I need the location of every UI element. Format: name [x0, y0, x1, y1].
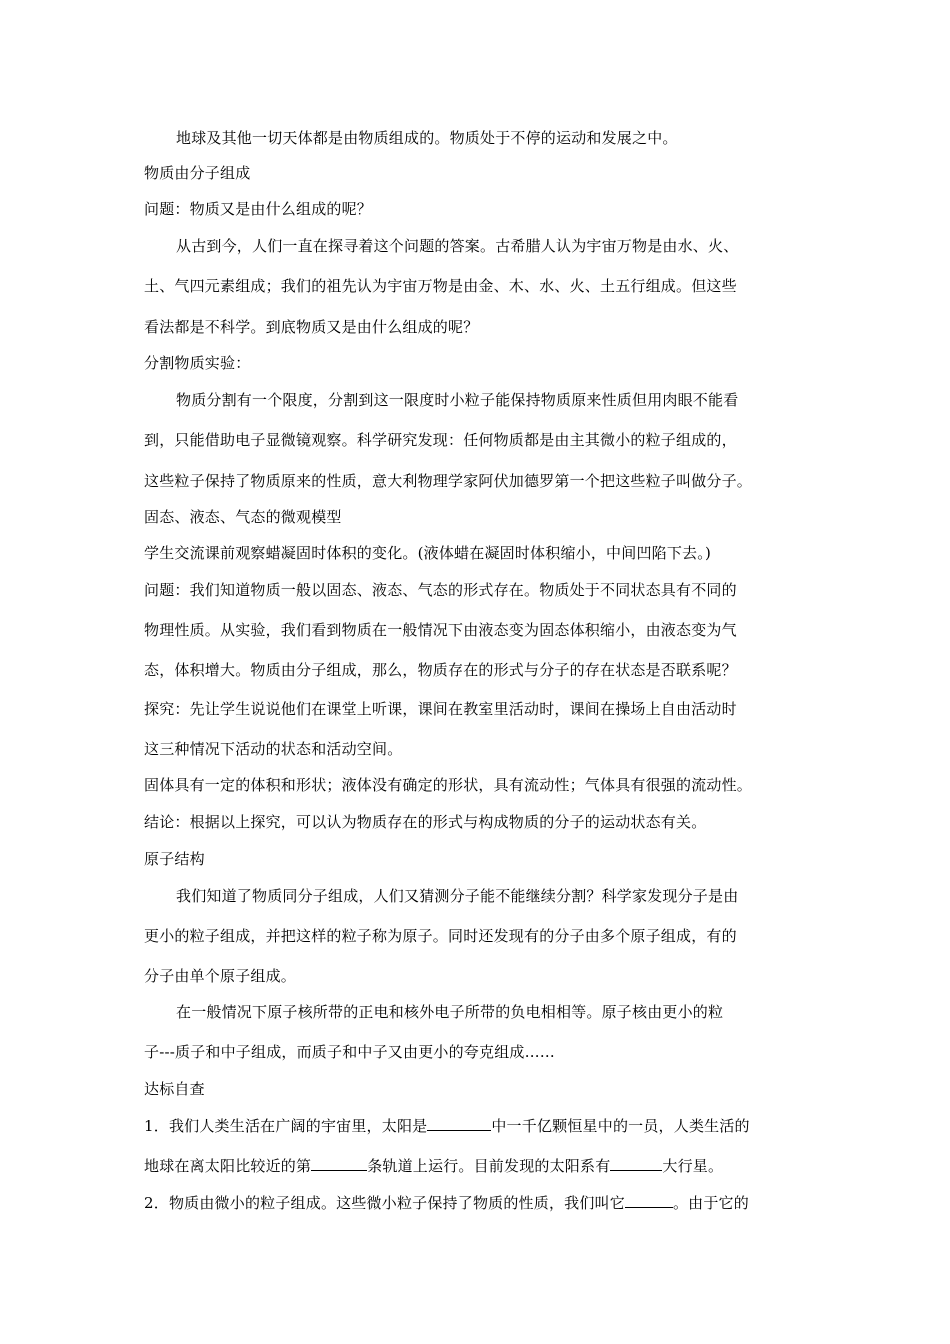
- question-text: 2．物质由微小的粒子组成。这些微小粒子保持了物质的性质，我们叫它: [144, 1194, 625, 1212]
- paragraph-line: 更小的粒子组成，并把这样的粒子称为原子。同时还发现有的分子由多个原子组成，有的: [144, 927, 737, 945]
- paragraph-intro: 地球及其他一切天体都是由物质组成的。物质处于不停的运动和发展之中。: [176, 129, 678, 147]
- question-text: 大行星。: [662, 1157, 724, 1175]
- answer-blank[interactable]: [427, 1116, 491, 1131]
- question-text: 。由于它的: [672, 1194, 749, 1212]
- paragraph-line: 在一般情况下原子核所带的正电和核外电子所带的负电相相等。原子核由更小的粒: [176, 1003, 724, 1021]
- paragraph-line: 结论：根据以上探究，可以认为物质存在的形式与构成物质的分子的运动状态有关。: [144, 813, 707, 831]
- paragraph-line: 物理性质。从实验，我们看到物质在一般情况下由液态变为固态体积缩小，由液态变为气: [144, 621, 737, 639]
- heading-molecules: 物质由分子组成: [144, 164, 251, 182]
- paragraph-line: 看法都是不科学。到底物质又是由什么组成的呢？: [144, 318, 479, 336]
- paragraph-line: 子---质子和中子组成，而质子和中子又由更小的夸克组成……: [144, 1043, 556, 1061]
- paragraph-line: 土、气四元素组成；我们的祖先认为宇宙万物是由金、木、水、火、土五行组成。但这些: [144, 277, 737, 295]
- answer-blank[interactable]: [311, 1156, 367, 1171]
- question-2-line-1: [144, 1193, 814, 1213]
- question-text: 1．我们人类生活在广阔的宇宙里，太阳是: [144, 1117, 428, 1135]
- answer-blank[interactable]: [625, 1193, 673, 1208]
- paragraph-line: 分子由单个原子组成。: [144, 967, 297, 985]
- paragraph-line: 态，体积增大。物质由分子组成，那么，物质存在的形式与分子的存在状态是否联系呢？: [144, 661, 737, 679]
- paragraph-line: 物质分割有一个限度，分割到这一限度时小粒子能保持物质原来性质但用肉眼不能看: [176, 391, 739, 409]
- question-line: 问题：物质又是由什么组成的呢？: [144, 200, 373, 218]
- paragraph-line: 这些粒子保持了物质原来的性质，意大利物理学家阿伏加德罗第一个把这些粒子叫做分子。: [144, 472, 753, 490]
- paragraph-line: 学生交流课前观察蜡凝固时体积的变化。(液体蜡在凝固时体积缩小，中间凹陷下去。): [144, 544, 712, 562]
- heading-experiment: 分割物质实验：: [144, 354, 251, 372]
- question-1-line-1: [144, 1116, 814, 1136]
- paragraph-line: 这三种情况下活动的状态和活动空间。: [144, 740, 403, 758]
- paragraph-line: 我们知道了物质同分子组成，人们又猜测分子能不能继续分割？科学家发现分子是由: [176, 887, 739, 905]
- paragraph-line: 到，只能借助电子显微镜观察。科学研究发现：任何物质都是由主其微小的粒子组成的，: [144, 431, 737, 449]
- paragraph-line: 探究：先让学生说说他们在课堂上听课，课间在教室里活动时，课间在操场上自由活动时: [144, 700, 737, 718]
- answer-blank[interactable]: [610, 1156, 662, 1171]
- paragraph-line: 固体具有一定的体积和形状；液体没有确定的形状，具有流动性；气体具有很强的流动性。: [144, 776, 753, 794]
- paragraph-line: 从古到今，人们一直在探寻着这个问题的答案。古希腊人认为宇宙万物是由水、火、: [176, 237, 739, 255]
- question-1-line-2: [144, 1156, 814, 1176]
- question-text: 中一千亿颗恒星中的一员，人类生活的: [491, 1117, 750, 1135]
- question-text: 条轨道上运行。目前发现的太阳系有: [367, 1157, 611, 1175]
- heading-states: 固态、液态、气态的微观模型: [144, 508, 342, 526]
- heading-atom-structure: 原子结构: [144, 850, 205, 868]
- heading-self-check: 达标自查: [144, 1080, 205, 1098]
- question-text: 地球在离太阳比较近的第: [144, 1157, 312, 1175]
- paragraph-line: 问题：我们知道物质一般以固态、液态、气态的形式存在。物质处于不同状态具有不同的: [144, 581, 737, 599]
